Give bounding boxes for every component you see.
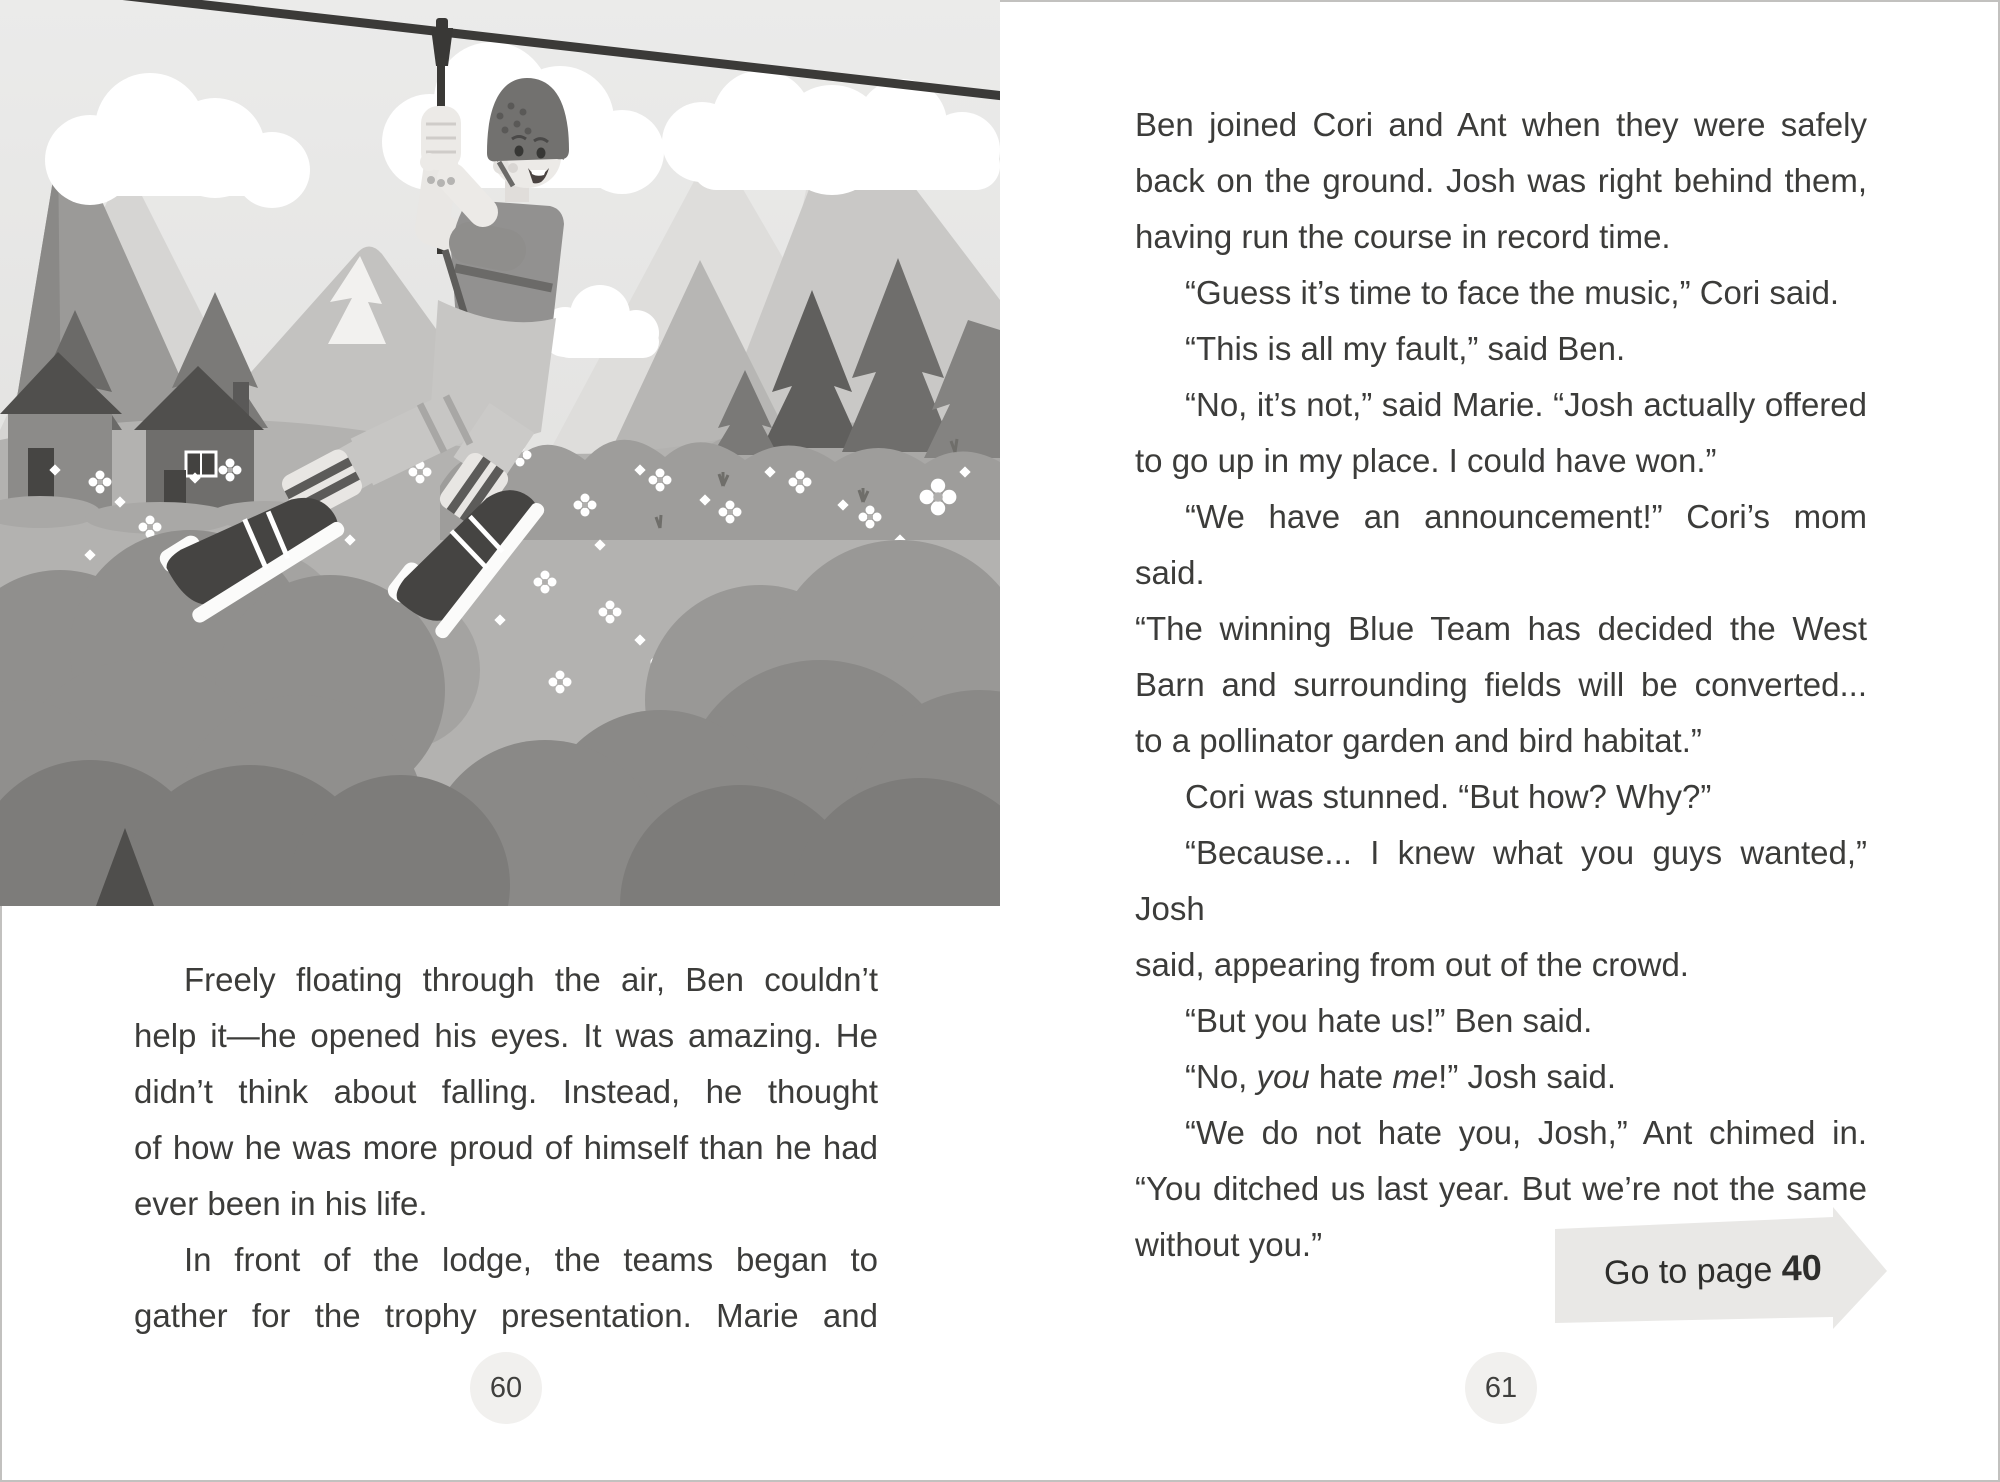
- rider-sleeve: [470, 243, 505, 250]
- page-number-badge-right: [1465, 1352, 1537, 1424]
- text-line: Ben joined Cori and Ant when they were safely: [1135, 106, 1867, 143]
- rider-blush: [508, 163, 518, 173]
- right-page-text: [1135, 97, 1867, 1273]
- zipline-illustration: [0, 0, 1000, 906]
- text-line: to a pollinator garden and bird habitat.”: [1135, 722, 1702, 759]
- text-line: to go up in my place. I could have won.”: [1135, 442, 1717, 479]
- text-line: gather for the trophy presentation. Marie and: [134, 1297, 878, 1334]
- text-line: ever been in his life.: [134, 1185, 428, 1222]
- text-line: said, appearing from out of the crowd.: [1135, 946, 1689, 983]
- goto-page-label: Go to page 40: [1603, 1246, 1823, 1293]
- text-line: “We do not hate you, Josh,” Ant chimed in.: [1185, 1114, 1867, 1151]
- rider-hands: [420, 106, 461, 171]
- rider-eye: [515, 146, 524, 157]
- goto-page-arrow[interactable]: [1548, 1193, 1893, 1348]
- text-line: “This is all my fault,” said Ben.: [1185, 330, 1626, 367]
- text-line: “We have an announcement!” Cori’s mom said.: [1135, 498, 1867, 591]
- text-line: of how he was more proud of himself than he had: [134, 1129, 878, 1166]
- rider-eye: [537, 148, 546, 159]
- goto-page-number: 40: [1781, 1246, 1823, 1289]
- text-line: having run the course in record time.: [1135, 218, 1671, 255]
- text-line: “But you hate us!” Ben said.: [1185, 1002, 1593, 1039]
- text-line: “The winning Blue Team has decided the West: [1135, 610, 1867, 647]
- text-line: back on the ground. Josh was right behind them,: [1135, 162, 1867, 199]
- page-number: 61: [1484, 1371, 1518, 1404]
- text-line: “No, it’s not,” said Marie. “Josh actually offered: [1185, 386, 1867, 423]
- text-line: In front of the lodge, the teams began to: [184, 1241, 878, 1278]
- text-line: “You ditched us last year. But we’re not the same: [1135, 1170, 1867, 1207]
- text-line: without you.”: [1135, 1226, 1323, 1263]
- text-line: “Because... I knew what you guys wanted,” Josh: [1135, 834, 1867, 927]
- text-line: Cori was stunned. “But how? Why?”: [1185, 778, 1712, 815]
- text-line: Barn and surrounding fields will be converted...: [1135, 666, 1867, 703]
- text-line: help it—he opened his eyes. It was amazing. He: [134, 1017, 878, 1054]
- left-page-text: [134, 952, 878, 1344]
- text-line: “Guess it’s time to face the music,” Cori said.: [1185, 274, 1840, 311]
- text-line: Freely floating through the air, Ben couldn’t: [184, 961, 878, 998]
- text-line: didn’t think about falling. Instead, he thought: [134, 1073, 878, 1110]
- rider-head: [487, 78, 569, 188]
- page-number: 60: [489, 1371, 523, 1404]
- text-line-with-italics: “No, you hate me!” Josh said.: [1185, 1058, 1617, 1095]
- page-number-badge-left: [470, 1352, 542, 1424]
